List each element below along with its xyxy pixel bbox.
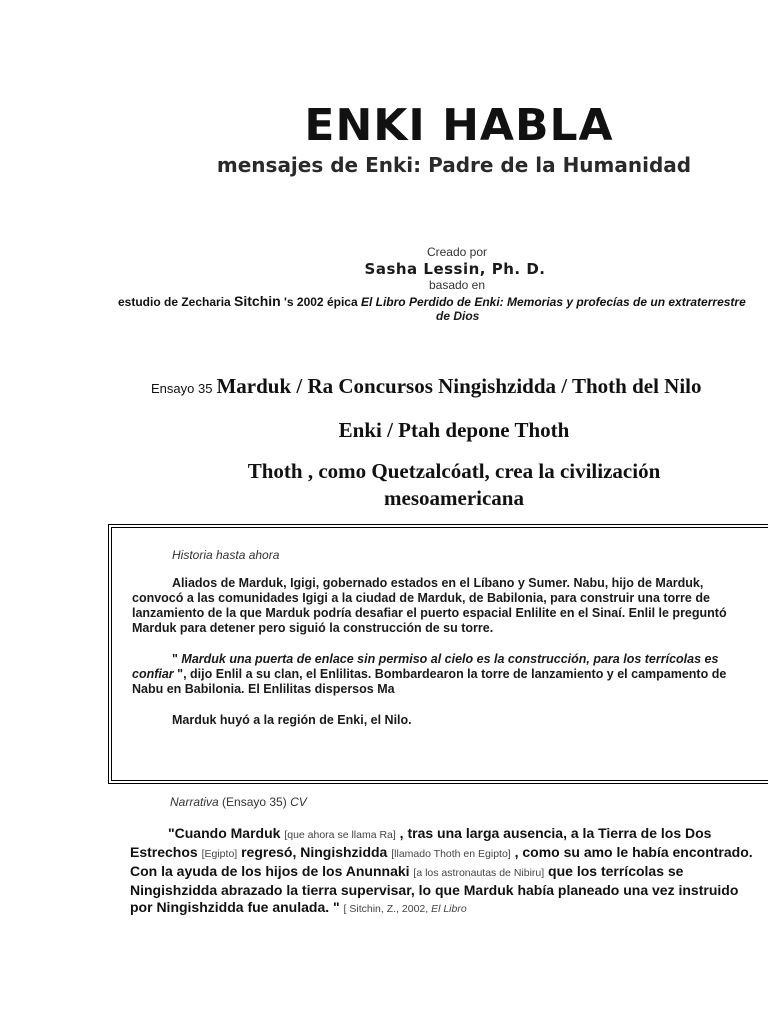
story-so-far-heading: Historia hasta ahora [172, 548, 280, 562]
narrative-essay-ref: (Ensayo 35) [218, 795, 291, 809]
source-reference [118, 293, 768, 309]
quote-citation: [ Sitchin, Z., 2002, [343, 903, 432, 915]
story-paragraph-2-rest: ", dijo Enlil a su clan, el Enlilitas. Bombardearon la torre de lanzamiento y el campamento de Nabu en Babilonia. El Enlilitas dispersos Ma [132, 667, 727, 696]
essay-heading [151, 374, 702, 399]
story-quote: Marduk una puerta de enlace sin permiso al cielo es la construcción, para los terrícolas es confiar [132, 652, 719, 681]
narrative-cv: CV [290, 795, 307, 809]
quote-text-2: , tras una larga ausencia, a la Tierra de los Dos Estrechos [130, 825, 712, 860]
quote-note-1: [que ahora se llama Ra] [284, 829, 396, 841]
story-paragraph-2 [132, 652, 747, 697]
story-paragraph-1: Aliados de Marduk, Igigi, gobernado estados en el Líbano y Sumer. Nabu, hijo de Marduk, convocó a las comunidades Igigi a la ciudad de Marduk, de Babilonia, para construir una torre de lanzamiento de la que Marduk podría desafiar el puerto espacial Enlilite en el Sinaí. Enlil le preguntó Marduk para detener pero siguió la construcción de su torre. [132, 576, 727, 635]
source-author: Sitchin [234, 293, 281, 309]
narrative-label [170, 795, 307, 809]
author-name: Sasha Lessin, Ph. D. [364, 260, 546, 278]
quote-citation-title: El Libro [431, 903, 467, 915]
quote-note-3: [llamado Thoth en Egipto] [391, 848, 511, 860]
story-so-far-box [108, 524, 768, 784]
quote-note-4: [a los astronautas de Nibiru] [413, 867, 545, 879]
quote-text-3: regresó, Ningishzidda [237, 844, 392, 860]
quote-text-4: , como su amo le había encontrado. Con la ayuda de los hijos de los Anunnaki [130, 844, 753, 879]
created-by-label: Creado por [426, 245, 488, 259]
quote-open: " [172, 652, 182, 666]
source-book-title-end: de Dios [436, 309, 480, 323]
document-subtitle: mensajes de Enki: Padre de la Humanidad [216, 153, 692, 177]
narrative-word: Narrativa [170, 795, 219, 809]
quote-text-5: que los terrícolas se Ningishzidda abrazado la tierra supervisar, lo que Marduk había planeado una vez instruido por Ningishzidda fue anulada. " [130, 863, 739, 915]
essay-title-line1: Marduk / Ra Concursos Ningishzidda / Thoth del Nilo [216, 374, 702, 398]
document-title: ENKI HABLA [304, 100, 614, 151]
source-middle: 's 2002 épica [280, 295, 361, 309]
source-prefix: estudio de Zecharia [118, 295, 235, 309]
source-book-title: El Libro Perdido de Enki: Memorias y profecías de un extraterrestre [360, 295, 746, 309]
essay-title-line2: Enki / Ptah depone Thoth [338, 418, 570, 442]
essay-title-line3: Thoth , como Quetzalcóatl, crea la civilización [247, 459, 661, 483]
story-paragraph-3: Marduk huyó a la región de Enki, el Nilo. [172, 713, 412, 727]
essay-title-line4: mesoamericana [384, 486, 524, 510]
quote-note-2: [Egipto] [201, 848, 238, 860]
based-on-label: basado en [428, 278, 486, 292]
narrative-quote [130, 825, 755, 918]
essay-number: Ensayo 35 [151, 381, 213, 396]
quote-text-1: "Cuando Marduk [168, 825, 285, 841]
